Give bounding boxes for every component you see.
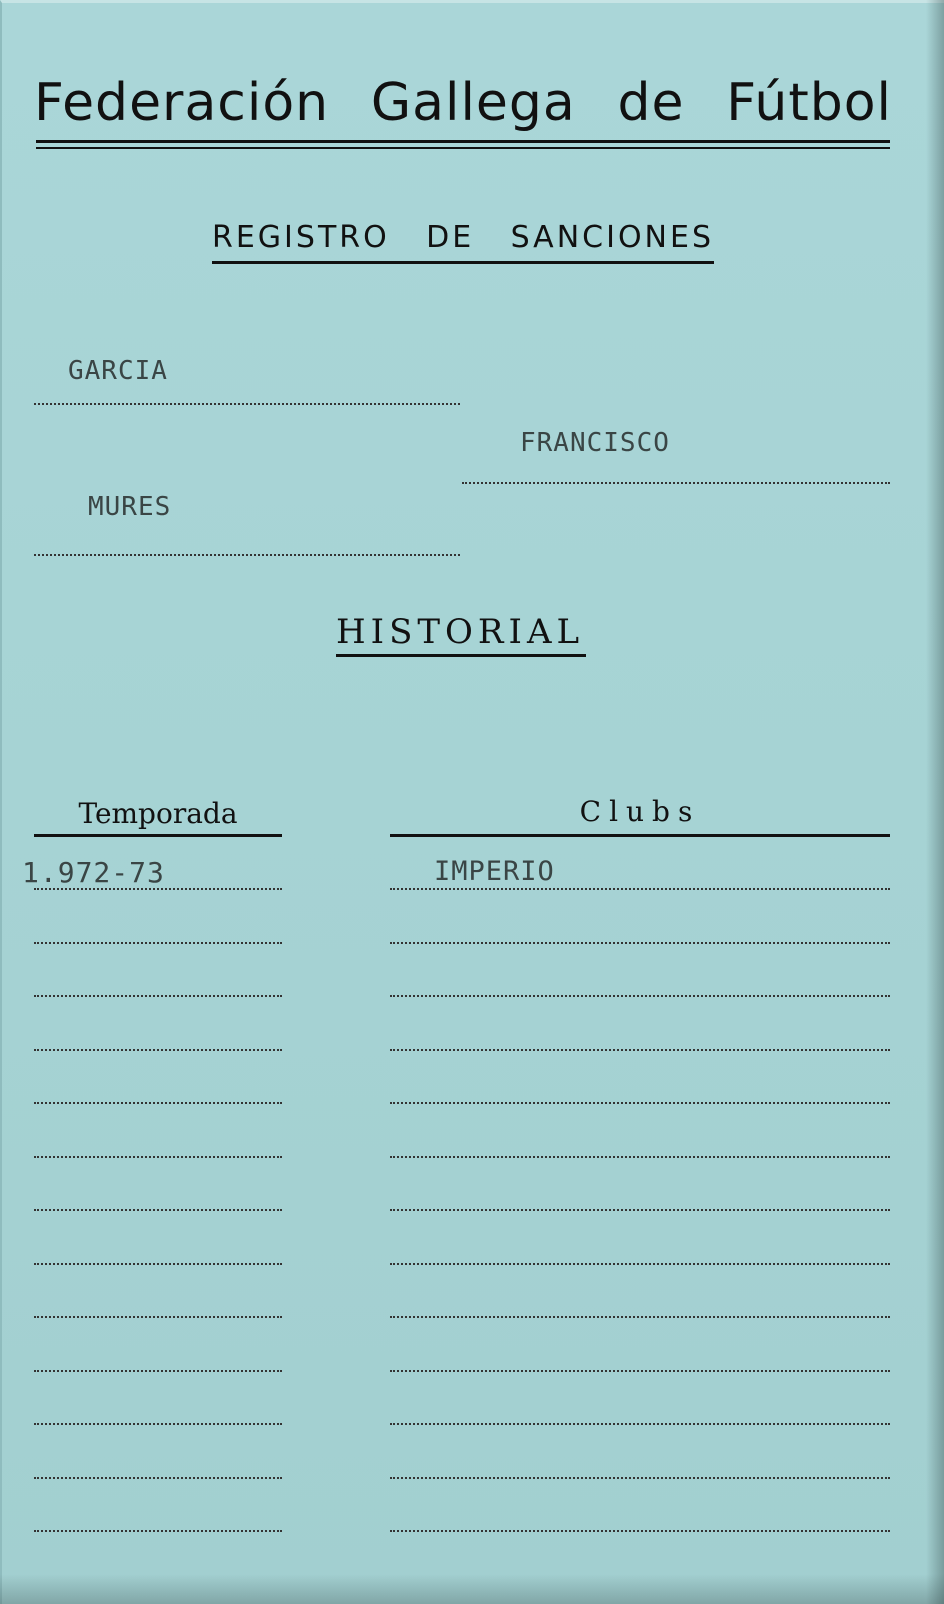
title-double-rule-bottom — [36, 147, 890, 149]
season-row-line — [34, 1209, 282, 1211]
season-row-line — [34, 1263, 282, 1265]
club-row-line — [390, 1423, 890, 1425]
season-row-line — [34, 942, 282, 944]
club-row-line — [390, 1316, 890, 1318]
season-row-line — [34, 1049, 282, 1051]
club-row-line — [390, 1049, 890, 1051]
club-header-rule — [390, 834, 890, 837]
club-row-line — [390, 995, 890, 997]
club-cell: IMPERIO — [434, 856, 555, 887]
club-row-line — [390, 1370, 890, 1372]
first-surname-value: GARCIA — [68, 356, 168, 386]
organization-title: Federación Gallega de Fútbol — [34, 73, 892, 133]
subtitle-underline — [212, 261, 714, 264]
first-surname-line — [34, 403, 460, 405]
season-column-header: Temporada — [78, 797, 238, 830]
club-row-line — [390, 1263, 890, 1265]
second-surname-line — [34, 554, 460, 556]
season-row-line — [34, 1316, 282, 1318]
club-row-line — [390, 942, 890, 944]
card-edge-shadow — [926, 0, 944, 1604]
form-subtitle: REGISTRO DE SANCIONES — [212, 220, 714, 255]
club-row-line — [390, 1477, 890, 1479]
history-underline — [336, 654, 586, 657]
given-name-line — [462, 482, 890, 484]
season-row-line — [34, 995, 282, 997]
club-row-line — [390, 1530, 890, 1532]
second-surname-value: MURES — [88, 492, 172, 522]
season-row-line — [34, 1530, 282, 1532]
club-row-line — [390, 1102, 890, 1104]
season-row-line — [34, 1477, 282, 1479]
season-row-line — [34, 1156, 282, 1158]
season-row-line — [34, 1370, 282, 1372]
title-double-rule-top — [36, 140, 890, 143]
history-title: HISTORIAL — [336, 612, 585, 652]
club-row-line — [390, 1209, 890, 1211]
season-cell: 1.972-73 — [22, 856, 165, 889]
club-row-line — [390, 888, 890, 890]
season-row-line — [34, 1102, 282, 1104]
season-header-rule — [34, 834, 282, 837]
given-name-value: FRANCISCO — [520, 428, 670, 458]
season-row-line — [34, 888, 282, 890]
season-row-line — [34, 1423, 282, 1425]
club-column-header: Clubs — [579, 795, 701, 828]
club-row-line — [390, 1156, 890, 1158]
card-bottom-shadow — [0, 1574, 944, 1604]
